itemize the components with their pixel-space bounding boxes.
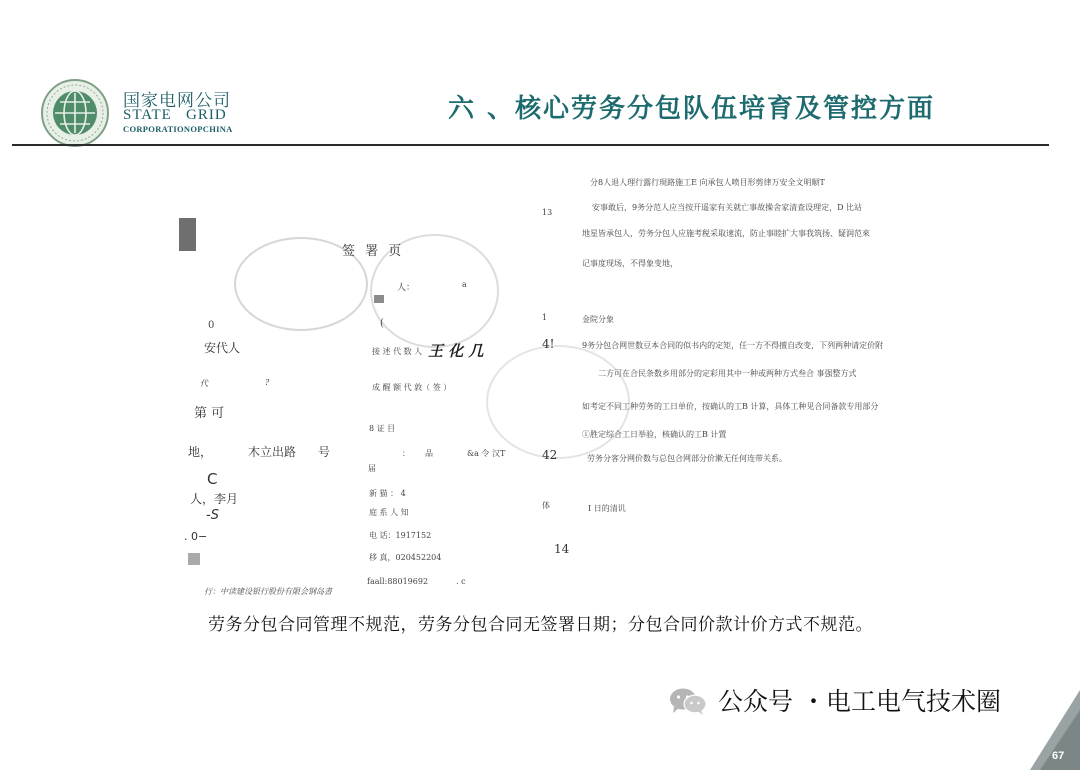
doc-text: 人： <box>397 283 416 293</box>
doc-text: &a 令 汉T <box>467 449 506 458</box>
clause-number: 13 <box>542 208 553 217</box>
doc-text: 代 <box>200 379 208 388</box>
doc-text: 新 猫 ： 4 <box>369 489 406 498</box>
doc-text: 电 话：1917152 <box>369 531 432 540</box>
doc-text: ： <box>402 449 410 458</box>
doc-text: faall:88019692 <box>367 577 429 586</box>
doc-text: 移 真，020452204 <box>369 553 442 562</box>
header-divider <box>12 144 1049 146</box>
scanned-document <box>170 150 900 600</box>
clause-line: ①胜定综合工日举验，核确认的工B 计置 <box>582 430 727 439</box>
clause-line: I 日的清讥 <box>588 504 626 513</box>
clause-line: 劳务分客分网价数与总包合网部分价漱无任何连带关系。 <box>587 454 787 463</box>
clause-line: 安事敢后，9务分范人应当按开遥家有关就亡事故操舍家清查设理定，D 比站 <box>592 203 863 212</box>
org-name-cn: 国家电网公司 <box>123 91 231 111</box>
doc-text: 0 <box>208 320 215 331</box>
doc-text: . c <box>456 577 466 586</box>
redaction-block <box>374 295 384 303</box>
page-number: 67 <box>1052 750 1065 762</box>
clause-line: 如考定不同工种劳务的工日单价，按确认的工B 计算，具体工种见合同备款专用部分 <box>582 402 879 411</box>
clause-number: 42 <box>542 448 558 462</box>
clause-line: 金院分象 <box>582 315 614 324</box>
doc-text: ? <box>265 378 270 387</box>
org-name-en: STATE GRID <box>123 107 227 123</box>
state-grid-logo <box>40 78 110 148</box>
doc-text: 号 <box>318 445 331 459</box>
clause-line: 分8人退人理行露行現路施工E 向承包人喷目形剪律万安全文明顺T <box>590 178 825 187</box>
redaction-block <box>179 218 196 251</box>
doc-text: 品 <box>425 449 433 458</box>
doc-text: 第 可 <box>194 406 225 421</box>
doc-text: 接 述 代 数 人 <box>372 347 423 356</box>
doc-text: 庭 系 人 知 <box>369 508 409 517</box>
doc-text: -S <box>206 508 219 523</box>
doc-text: . 0− <box>184 530 208 543</box>
clause-number: 4! <box>542 337 555 351</box>
doc-text: 人，李月 <box>190 492 239 506</box>
watermark-text: 公众号 ・电工电气技术圈 <box>718 687 1001 716</box>
redaction-block <box>188 553 200 565</box>
doc-text: 成 醒 额 代 敦（ 签 ） <box>372 383 452 392</box>
clause-number: 14 <box>554 542 570 556</box>
clause-number: 1 <box>542 313 548 322</box>
slide-title: 六 、核心劳务分包队伍培育及管控方面 <box>448 94 936 124</box>
clause-number: 体 <box>542 501 550 510</box>
org-name-en-sub: CORPORATIONOPCHINA <box>123 124 233 134</box>
wechat-icon <box>668 686 708 716</box>
doc-text: 地， <box>188 445 213 459</box>
slide-caption: 劳务分包合同管理不规范，劳务分包合同无签署日期；分包合同价款计价方式不规范。 <box>208 615 873 635</box>
doc-text: C <box>207 470 218 488</box>
clause-line: 二方可在合民条数乡用部分的定彩用其中一种或两种方式叁合 事强整方式 <box>598 369 857 378</box>
doc-text: 届 <box>368 464 376 473</box>
clause-line: 地星皆承包人，劳务分包人应施考税采取速流，防止事睦扩大事我筑扬、疑润范來 <box>582 229 870 238</box>
doc-text: 安代人 <box>204 341 241 355</box>
doc-text: ( <box>380 318 384 329</box>
doc-footer-text: 行：中读建设银行股份有限会钢岛書 <box>204 587 332 596</box>
doc-text: 8 证 目 <box>369 424 396 433</box>
doc-text: 木立出路 <box>248 445 297 459</box>
clause-line: 9务分包合网世数豆本合同的似书内的定矩，任一方不得擅自改变，下列两种请定价附 <box>582 341 884 350</box>
doc-text: a <box>462 280 467 289</box>
clause-line: 记事度现场，不得象变地， <box>582 259 678 268</box>
doc-heading: 签 署 页 <box>342 244 405 259</box>
handwritten-signature: 王 化 几 <box>428 342 484 360</box>
